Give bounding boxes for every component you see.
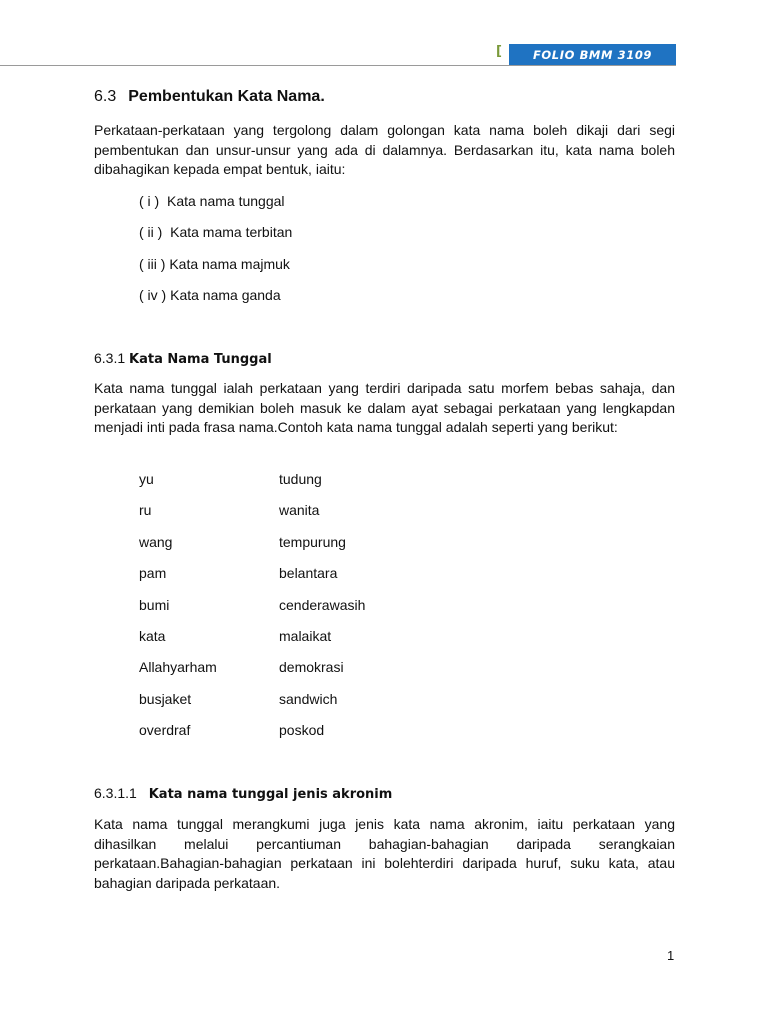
example-word: yu <box>139 471 154 487</box>
example-word: malaikat <box>279 628 332 644</box>
subsection-heading-6-3-1 <box>94 349 272 369</box>
subsection-title: Kata Nama Tunggal <box>129 352 272 367</box>
form-item-4: ( iv ) Kata nama ganda <box>139 287 281 303</box>
example-word: overdraf <box>139 722 191 738</box>
subsection-number: 6.3.1 <box>94 350 126 366</box>
example-word: Allahyarham <box>139 659 217 675</box>
form-item-3: ( iii ) Kata nama majmuk <box>139 256 290 272</box>
example-word: wang <box>139 534 173 550</box>
section-title: Pembentukan Kata Nama. <box>128 88 325 105</box>
form-item-2: ( ii ) Kata mama terbitan <box>139 224 293 240</box>
example-word: ru <box>139 502 152 518</box>
header-bracket: [ <box>496 44 502 59</box>
example-word: poskod <box>279 722 325 738</box>
akronim-paragraph: Kata nama tunggal merangkumi juga jenis kata nama akronim, iaitu perkataan yang dihasilkan melalui percantiuman bahagian-bahagian daripada serangkaian perkataan.Bahagian-bahagian perkataan ini bolehterdiri daripada huruf, suku kata, atau bahagian daripada perkataan. <box>94 816 675 891</box>
header-rule <box>0 65 676 66</box>
folio-label: FOLIO BMM 3109 <box>509 44 676 65</box>
subsection-heading-6-3-1-1 <box>94 784 392 804</box>
form-item-1: ( i ) Kata nama tunggal <box>139 193 285 209</box>
example-word: kata <box>139 628 166 644</box>
example-word: sandwich <box>279 691 338 707</box>
subsection-title: Kata nama tunggal jenis akronim <box>148 787 393 802</box>
example-word: belantara <box>279 565 338 581</box>
intro-paragraph: Perkataan-perkataan yang tergolong dalam golongan kata nama boleh dikaji dari segi pembentukan dan unsur-unsur yang ada di dalamnya. Berdasarkan itu, kata nama boleh dibahagikan kepada empat bentuk, iaitu: <box>94 122 675 177</box>
example-word: cenderawasih <box>279 597 366 613</box>
kata-nama-tunggal-paragraph: Kata nama tunggal ialah perkataan yang terdiri daripada satu morfem bebas sahaja, dan perkataan yang demikian boleh masuk ke dalam ayat sebagai perkataan yang lengkapdan menjadi inti pada frasa nama.Contoh kata nama tunggal adalah seperti yang berikut: <box>94 380 675 435</box>
section-number: 6.3 <box>94 88 117 105</box>
example-word: bumi <box>139 597 170 613</box>
example-word: busjaket <box>139 691 192 707</box>
page-number: 1 <box>667 948 675 963</box>
section-heading <box>94 88 325 106</box>
subsection-number: 6.3.1.1 <box>94 785 137 801</box>
example-word: pam <box>139 565 167 581</box>
example-word: tempurung <box>279 534 346 550</box>
example-word: demokrasi <box>279 659 344 675</box>
example-word: wanita <box>279 502 320 518</box>
example-word: tudung <box>279 471 322 487</box>
